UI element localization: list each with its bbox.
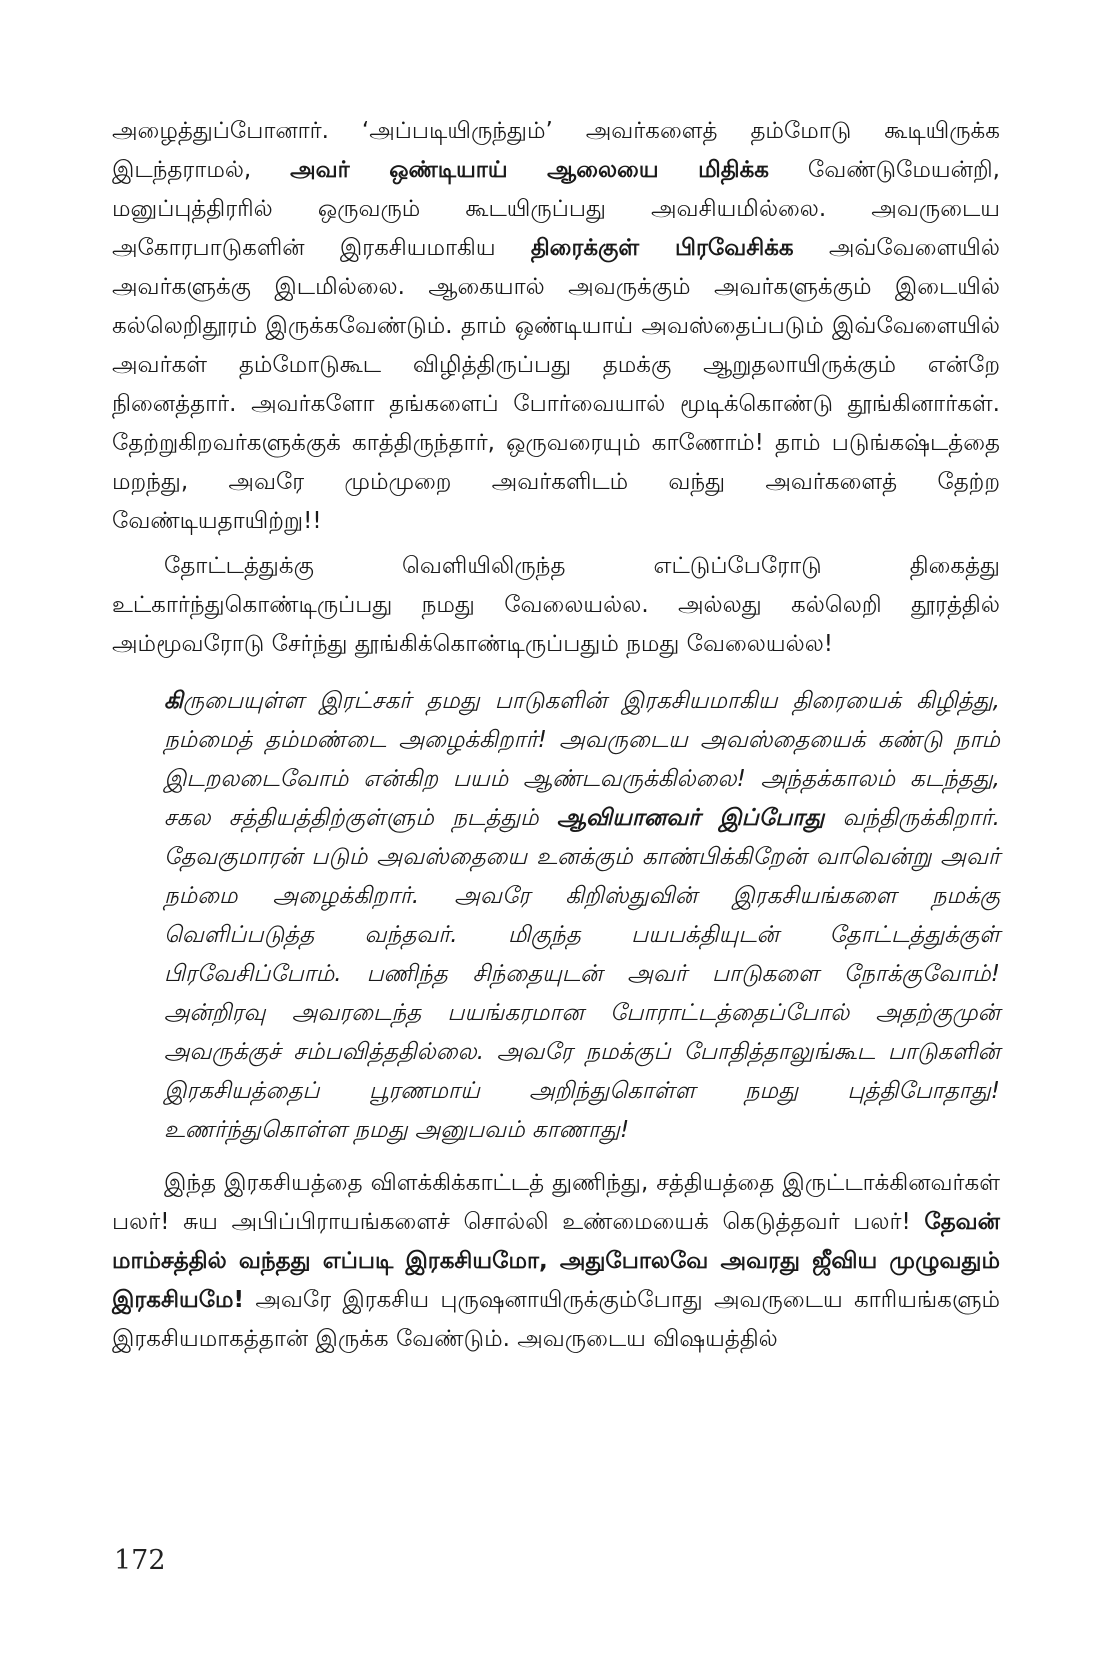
italic-quote-block [164, 682, 1000, 1150]
page-number: 172 [114, 1545, 166, 1576]
text-run: அவ்வேளையில் அவர்களுக்கு இடமில்லை. ஆகையால் அவருக்கும் அவர்களுக்கும் இடையில் கல்லெறிதூரம் இருக்கவேண்டும். தாம் ஒண்டியாய் அவஸ்தைப்படும் இவ்வேளையில் அவர்கள் தம்மோடுகூட விழித்திருப்பது தமக்கு ஆறுதலாயிருக்கும் என்றே நினைத்தார். அவர்களோ தங்களைப் போர்வையால் மூடிக்கொண்டு தூங்கினார்கள். தேற்றுகிறவர்களுக்குக் காத்திருந்தார், ஒருவரையும் காணோம்! தாம் படுங்கஷ்டத்தை மறந்து, அவரே மும்முறை அவர்களிடம் வந்து அவர்களைத் தேற்ற வேண்டியதாயிற்று!! [112, 235, 1000, 534]
bold-text-run: தேவன் மாம்சத்தில் வந்தது எப்படி இரகசியமோ, அதுபோலவே அவரது ஜீவிய முழுவதும் இரகசியமே! [112, 1209, 1000, 1313]
paragraph-mystery [112, 1164, 1000, 1359]
paragraph-continued [112, 112, 1000, 541]
text-run: வந்திருக்கிறார். தேவகுமாரன் படும் அவஸ்தையை உனக்கும் காண்பிக்கிறேன் வாவென்று அவர் நம்மை அழைக்கிறார். அவரே கிறிஸ்துவின் இரகசியங்களை நமக்கு வெளிப்படுத்த வந்தவர். மிகுந்த பயபக்தியுடன் தோட்டத்துக்குள் பிரவேசிப்போம். பணிந்த சிந்தையுடன் அவர் பாடுகளை நோக்குவோம்! அன்றிரவு அவரடைந்த பயங்கரமான போராட்டத்தைப்போல் அதற்குமுன் அவருக்குச் சம்பவித்ததில்லை. அவரே நமக்குப் போதித்தாலுங்கூட பாடுகளின் இரகசியத்தைப் பூரணமாய் அறிந்துகொள்ள நமது புத்திபோதாது! உணர்ந்துகொள்ள நமது அனுபவம் காணாது! [164, 805, 1000, 1143]
paragraph-garden: தோட்டத்துக்கு வெளியிலிருந்த எட்டுப்பேரோடு திகைத்து உட்கார்ந்துகொண்டிருப்பது நமது வேலையல்ல. அல்லது கல்லெறி தூரத்தில் அம்மூவரோடு சேர்ந்து தூங்கிக்கொண்டிருப்பதும் நமது வேலையல்ல! [112, 553, 1000, 657]
bold-text-run: அவர் ஒண்டியாய் ஆலையை மிதிக்க [290, 157, 770, 183]
text-run: வேண்டுமேயன்றி, மனுப்புத்திரரில் ஒருவரும் கூடயிருப்பது அவசியமில்லை. அவருடைய அகோரபாடுகளின் இரகசியமாகிய [112, 157, 1000, 261]
text-run: அழைத்துப்போனார். ‘அப்படியிருந்தும்’ அவர்களைத் தம்மோடு கூடியிருக்க இடந்தராமல், [112, 118, 1000, 183]
book-page [112, 112, 1000, 1359]
text-run: ருபையுள்ள இரட்சகர் தமது பாடுகளின் இரகசியமாகிய திரையைக் கிழித்து, நம்மைத் தம்மண்டை அழைக்கிறார்! அவருடைய அவஸ்தையைக் கண்டு நாம் இடறலடைவோம் என்கிற பயம் ஆண்டவருக்கில்லை! அந்தக்காலம் கடந்தது, சகல சத்தியத்திற்குள்ளும் நடத்தும் [164, 688, 1000, 831]
lead-syllable: கி [164, 688, 183, 714]
bold-text-run: திரைக்குள் பிரவேசிக்க [530, 235, 794, 261]
text-run: இந்த இரகசியத்தை விளக்கிக்காட்டத் துணிந்து, சத்தியத்தை இருட்டாக்கினவர்கள் பலர்! சுய அபிப்பிராயங்களைச் சொல்லி உண்மையைக் கெடுத்தவர் பலர்! [112, 1170, 1000, 1235]
text-run: அவரே இரகசிய புருஷனாயிருக்கும்போது அவருடைய காரியங்களும் இரகசியமாகத்தான் இருக்க வேண்டும். அவருடைய விஷயத்தில் [112, 1287, 1000, 1352]
bold-text-run: ஆவியானவர் இப்போது [556, 805, 825, 831]
